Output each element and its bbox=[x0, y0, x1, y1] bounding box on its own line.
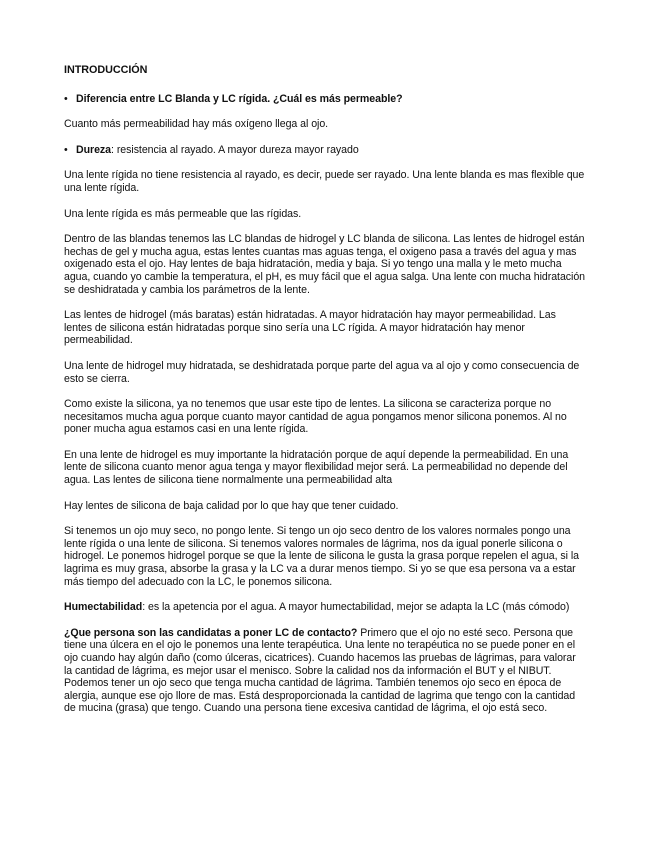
paragraph: En una lente de hidrogel es muy importante la hidratación porque de aquí depende la permeabilidad. En una lente de silicona cuanto menor agua tenga y mayor flexibilidad mejor será. La permeabilidad no depende del agua. Las lentes de silicona tiene normalmente una permeabilidad alta bbox=[64, 448, 569, 487]
paragraph: Una lente rígida es más permeable que las rígidas. bbox=[64, 207, 302, 220]
paragraph bbox=[64, 601, 586, 614]
paragraph: Hay lentes de silicona de baja calidad por lo que hay que tener cuidado. bbox=[64, 499, 399, 512]
paragraph bbox=[64, 627, 586, 715]
bullet-dot: • bbox=[64, 92, 68, 105]
definition: : resistencia al rayado. A mayor dureza mayor rayado bbox=[111, 143, 359, 156]
paragraph: Cuanto más permeabilidad hay más oxígeno llega al ojo. bbox=[64, 118, 329, 131]
paragraph: Si tenemos un ojo muy seco, no pongo lente. Si tengo un ojo seco dentro de los valores normales pongo una lente rígida o una lente de silicona. Si tenemos valores normales de lágrima, nos da igual ponerle silicona o hidrogel. Le ponemos hidrogel porque se que la lente de silicona le gusta la grasa porque repelen el agua, si la lagrima es muy grasa, absorbe la grasa y la LC va a durar menos tiempo. Si yo se que esa persona va a estar más tiempo del adecuado con la LC, le ponemos silicona. bbox=[64, 525, 580, 588]
bullet-item bbox=[64, 144, 586, 157]
bullet-dot: • bbox=[64, 143, 68, 156]
document-title: INTRODUCCIÓN bbox=[64, 64, 148, 76]
question: ¿Que persona son las candidatas a poner LC de contacto? bbox=[64, 626, 358, 639]
answer: Primero que el ojo no esté seco. Persona que tiene una úlcera en el ojo le ponemos una lente terapéutica. Una lente no terapéutica no se puede poner en el ojo cuando hay algún daño (como úlceras, cicatrices). Cuando hacemos las pruebas de lágrimas, para valorar la cantidad de lágrima, es mejor usar el menisco. Sobre la calidad nos da información el BUT y el NIBUT. Podemos tener un ojo seco que tenga mucha cantidad de lágrima. También tenemos ojo seco en época de alergia, aunque ese ojo llore de mas. Está desproporcionada la cantidad de lagrima que tengo con la cantidad de mucina (grasa) que tengo. Cuando una persona tiene excesiva cantidad de lágrima, el ojo está seco. bbox=[64, 626, 576, 715]
paragraph: Las lentes de hidrogel (más baratas) están hidratadas. A mayor hidratación hay mayor permeabilidad. Las lentes de silicona están hidratadas porque sino sería una LC rígida. A mayor hidratación hay menor permeabilidad. bbox=[64, 309, 556, 347]
paragraph: Una lente rígida no tiene resistencia al rayado, es decir, puede ser rayado. Una lente blanda es mas flexible que una lente rígida. bbox=[64, 169, 585, 194]
paragraph: Una lente de hidrogel muy hidratada, se deshidratada porque parte del agua va al ojo y como consecuencia de esto se cierra. bbox=[64, 359, 580, 385]
definition: : es la apetencia por el agua. A mayor humectabilidad, mejor se adapta la LC (más cómodo) bbox=[142, 601, 570, 614]
term: Dureza bbox=[76, 143, 112, 156]
bullet-heading: Diferencia entre LC Blanda y LC rígida. ¿Cuál es más permeable? bbox=[76, 92, 403, 105]
paragraph: Como existe la silicona, ya no tenemos que usar este tipo de lentes. La silicona se caracteriza porque no necesitamos mucha agua porque cuanto mayor cantidad de agua pongamos menor silicona ponemos. Al no poner mucha agua estamos casi en una lente rígida. bbox=[64, 398, 567, 436]
bullet-item bbox=[64, 93, 586, 106]
bullet-text bbox=[76, 144, 359, 157]
term: Humectabilidad bbox=[64, 601, 143, 614]
paragraph: Dentro de las blandas tenemos las LC blandas de hidrogel y LC blanda de silicona. Las lentes de hidrogel están hechas de gel y mucha agua, estas lentes cuantas mas aguas tenga, el oxigeno pasa a través del agua y mas oxigenado esta el ojo. Hay lentes de baja hidratación, media y baja. Si yo tengo una malla y le meto mucha agua, cuando yo cambie la temperatura, el pH, es muy fácil que el agua salga. Una lente con mucha hidratación se deshidratada y cambia los parámetros de la lente. bbox=[64, 233, 586, 296]
